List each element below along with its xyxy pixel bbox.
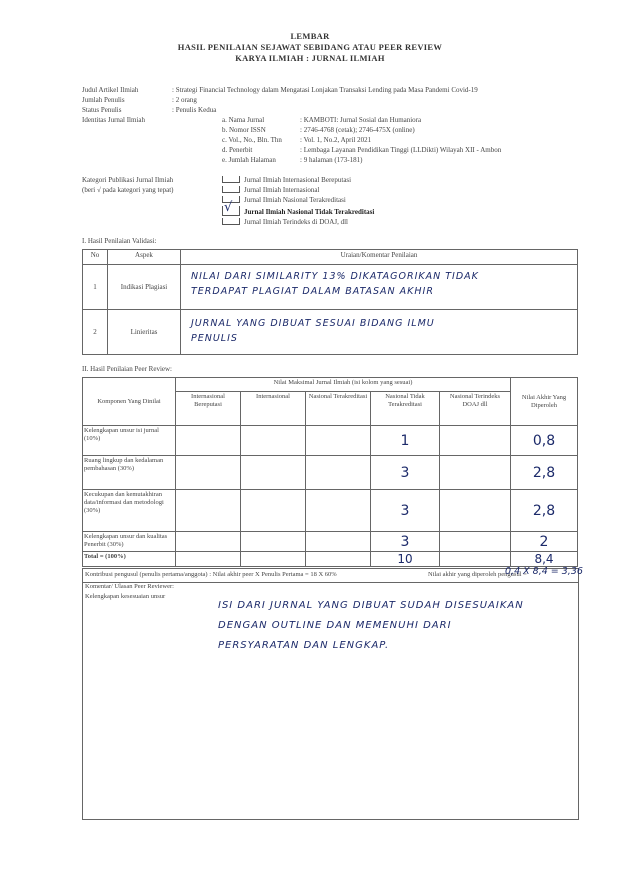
info-value-status: : Penulis Kedua — [172, 106, 217, 114]
category-option-4: Jurnal Ilmiah Nasional Tidak Terakreditasi — [244, 208, 375, 216]
peer-heading: II. Hasil Penilaian Peer Review: — [82, 365, 173, 373]
category-option-5: Jurnal Ilmiah Terindeks di DOAJ, dll — [244, 218, 348, 226]
validasi-row2-no: 2 — [83, 310, 108, 355]
validasi-col-aspek: Aspek — [108, 250, 181, 265]
kontribusi-text: Kontribusi pengusul (penulis pertama/anggota) : Nilai akhir peer X Penulis Pertama = 18 X 60% — [85, 571, 337, 578]
peer-row4-komponen: Kelengkapan unsur dan kualitas Penerbit (30%) — [83, 532, 176, 552]
category-checkmark-icon: √ — [224, 200, 234, 215]
peer-row3-komponen: Kecukupan dan kemutakhiran data/informasi dan metodologi (30%) — [83, 490, 176, 532]
peer-total-label: Total = (100%) — [83, 552, 176, 567]
table-row — [83, 310, 578, 355]
identity-value-e: : 9 halaman (173-181) — [300, 156, 363, 164]
peer-row1-nilai: 1 — [371, 426, 440, 456]
peer-col-akhir: Nilai Akhir Yang Diperoleh — [511, 378, 578, 426]
table-row — [83, 490, 578, 532]
validasi-row1-no: 1 — [83, 265, 108, 310]
info-value-jumlah: : 2 orang — [172, 96, 197, 104]
category-checkbox-2[interactable] — [222, 186, 240, 193]
identity-key-a: a. Nama Jurnal — [222, 116, 265, 124]
category-option-2: Jurnal Ilmiah Internasional — [244, 186, 320, 194]
header-line3: KARYA ILMIAH : JURNAL ILMIAH — [235, 53, 385, 63]
identity-key-d: d. Penerbit — [222, 146, 253, 154]
info-label-status: Status Penulis — [82, 106, 122, 114]
info-label-judul: Judul Artikel Ilmiah — [82, 86, 139, 94]
peer-row4-akhir: 2 — [511, 532, 578, 552]
validasi-table — [82, 249, 578, 355]
identity-key-c: c. Vol., No., Bln. Thn — [222, 136, 282, 144]
komentar-sub: Kelengkapan kesesuaian unsur — [85, 593, 166, 600]
info-label-identitas: Identitas Jurnal Ilmiah — [82, 116, 145, 124]
category-option-1: Jurnal Ilmiah Internasional Bereputasi — [244, 176, 352, 184]
validasi-row2-comment1: JURNAL YANG DIBUAT SESUAI BIDANG ILMU — [191, 318, 435, 329]
peer-row1-akhir: 0,8 — [511, 426, 578, 456]
komentar-heading: Komentar/ Ulasan Peer Reviewer: — [85, 583, 174, 590]
identity-key-e: e. Jumlah Halaman — [222, 156, 276, 164]
identity-value-b: : 2746-4768 (cetak); 2746-475X (online) — [300, 126, 415, 134]
peer-col-doaj: Nasional Terindeks DOAJ dll — [440, 392, 511, 426]
header-line1: LEMBAR — [290, 31, 330, 41]
peer-row2-nilai: 3 — [371, 456, 440, 490]
category-option-3: Jurnal Ilmiah Nasional Terakreditasi — [244, 196, 346, 204]
peer-table — [82, 377, 578, 567]
peer-col-nas-akr: Nasional Terakreditasi — [306, 392, 371, 426]
header-line2: HASIL PENILAIAN SEJAWAT SEBIDANG ATAU PEER REVIEW — [177, 42, 443, 52]
info-label-jumlah: Jumlah Penulis — [82, 96, 125, 104]
category-checkbox-5[interactable] — [222, 218, 240, 225]
validasi-col-no: No — [83, 250, 108, 265]
table-row — [83, 532, 578, 552]
table-row — [83, 265, 578, 310]
identity-value-c: : Vol. 1, No.2, April 2021 — [300, 136, 372, 144]
validasi-row1-aspek: Indikasi Plagiasi — [108, 265, 181, 310]
peer-col-nas-tidak: Nasional Tidak Terakreditasi — [371, 392, 440, 426]
peer-row3-nilai: 3 — [371, 490, 440, 532]
peer-col-group: Nilai Maksimal Jurnal Ilmiah (isi kolom yang sesuai) — [176, 378, 511, 392]
peer-row2-komponen: Ruang lingkup dan kedalaman pembahasan (30%) — [83, 456, 176, 490]
komentar-box — [82, 582, 579, 820]
info-value-judul: : Strategi Financial Technology dalam Mengatasi Lonjakan Transaksi Lending pada Masa Pandemi Covid-19 — [172, 86, 478, 94]
komentar-line2: DENGAN OUTLINE DAN MEMENUHI DARI — [218, 620, 452, 631]
nilai-akhir-label: Nilai akhir yang diperoleh pengusul = — [428, 571, 527, 578]
identity-value-a: : KAMBOTI: Jurnal Sosial dan Humaniora — [300, 116, 422, 124]
table-row — [83, 426, 578, 456]
komentar-line1: ISI DARI JURNAL YANG DIBUAT SUDAH DISESUAIKAN — [218, 600, 524, 611]
validasi-heading: I. Hasil Penilaian Validasi: — [82, 237, 157, 245]
peer-total-akhir: 8,4 — [511, 552, 578, 567]
peer-col-intl: Internasional — [241, 392, 306, 426]
table-row — [83, 552, 578, 567]
category-label-2: (beri √ pada kategori yang tepat) — [82, 186, 174, 194]
peer-row3-akhir: 2,8 — [511, 490, 578, 532]
peer-row4-nilai: 3 — [371, 532, 440, 552]
identity-value-d: : Lembaga Layanan Pendidikan Tinggi (LLDikti) Wilayah XII - Ambon — [300, 146, 502, 154]
komentar-line3: PERSYARATAN DAN LENGKAP. — [218, 640, 390, 651]
category-checkbox-1[interactable] — [222, 176, 240, 183]
peer-row1-komponen: Kelengkapan unsur isi jurnal (10%) — [83, 426, 176, 456]
validasi-row2-aspek: Linieritas — [108, 310, 181, 355]
peer-col-intl-rep: Internasional Bereputasi — [176, 392, 241, 426]
validasi-row2-comment2: PENULIS — [191, 333, 238, 344]
table-row — [83, 456, 578, 490]
validasi-row1-comment1: NILAI DARI SIMILARITY 13% DIKATAGORIKAN TIDAK — [191, 271, 479, 282]
validasi-row1-comment2: TERDAPAT PLAGIAT DALAM BATASAN AKHIR — [191, 286, 434, 297]
category-label-1: Kategori Publikasi Jurnal Ilmiah — [82, 176, 174, 184]
identity-key-b: b. Nomor ISSN — [222, 126, 266, 134]
peer-col-komponen: Komponen Yang Dinilai — [83, 378, 176, 426]
peer-row2-akhir: 2,8 — [511, 456, 578, 490]
validasi-col-uraian: Uraian/Komentar Penilaian — [181, 250, 578, 265]
nilai-akhir-value: 0,4 X 8,4 = 3,36 — [505, 566, 583, 577]
peer-total-nilai: 10 — [371, 552, 440, 567]
